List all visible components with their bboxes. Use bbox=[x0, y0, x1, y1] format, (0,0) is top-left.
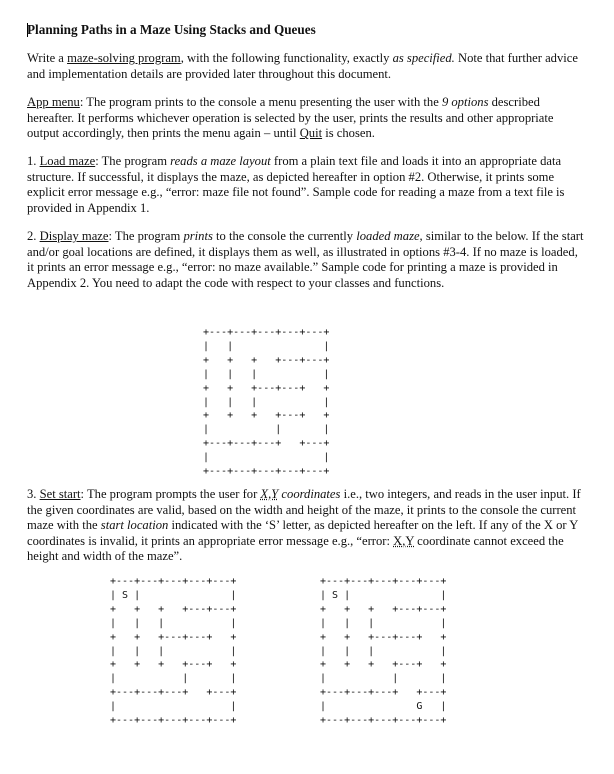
set-start-paragraph bbox=[27, 487, 585, 565]
set-start-text: i.e., two integers, and reads in the user input. If the given coordinates are valid, based on the width and height of the maze, it prints to the console the current maze with the bbox=[27, 487, 581, 533]
intro-text: Write a bbox=[27, 51, 68, 65]
start-location-emphasis: start location bbox=[100, 518, 169, 533]
app-menu-text: is chosen. bbox=[322, 126, 375, 141]
intro-emphasis: as specified. bbox=[392, 51, 455, 65]
maze-with-start-diagram: +---+---+---+---+---+ | S | | + + + +---+---+ | | | | + + +---+---+ + | | | | + + + +---+ + | | | +---+---+---+ +---+ | | +---+---+---+---+---+ bbox=[110, 576, 237, 727]
display-maze-text: : The program bbox=[108, 229, 184, 243]
display-maze-emphasis: loaded maze, bbox=[356, 229, 423, 243]
app-menu-emphasis: 9 options bbox=[441, 95, 489, 109]
maze-solving-program-link[interactable]: maze-solving program bbox=[67, 51, 181, 65]
intro-text: , with the following functionality, exactly bbox=[180, 51, 393, 65]
app-menu-text: described hereafter. It performs whichever operation is selected by the user, prints the results and other appropriate output accordingly, then prints the menu again – until bbox=[27, 95, 554, 141]
app-menu-heading: App menu bbox=[27, 95, 80, 109]
display-maze-paragraph bbox=[27, 229, 585, 291]
item-number: 2. bbox=[27, 229, 40, 243]
set-start-text: coordinate cannot exceed the height and width of the maze”. bbox=[27, 533, 564, 564]
display-maze-emphasis: prints bbox=[183, 229, 213, 243]
document-title: Planning Paths in a Maze Using Stacks and Queues bbox=[27, 22, 316, 37]
intro-paragraph bbox=[27, 51, 585, 82]
set-start-heading: Set start bbox=[39, 487, 81, 501]
item-number: 1. bbox=[27, 154, 40, 168]
app-menu-paragraph bbox=[27, 95, 585, 142]
app-menu-text: : The program prints to the console a menu presenting the user with the bbox=[79, 95, 442, 109]
load-maze-heading: Load maze bbox=[39, 154, 96, 168]
item-number: 3. bbox=[27, 487, 40, 501]
load-maze-text: from a plain text file and loads it into an appropriate data structure. If successful, it displays the maze, as depicted hereafter in option #2. Otherwise, it prints some explicit error message e.g., “error: maze file not found”. Sample code for reading a maze from a text file is provided in Appendix 1. bbox=[27, 154, 565, 215]
display-maze-heading: Display maze bbox=[39, 229, 109, 243]
set-start-emphasis: coordinates bbox=[278, 487, 341, 501]
load-maze-paragraph bbox=[27, 154, 585, 216]
load-maze-emphasis: reads a maze layout bbox=[170, 154, 271, 168]
load-maze-text: : The program bbox=[95, 154, 171, 168]
set-start-text: : The program prompts the user for bbox=[80, 487, 261, 501]
xy-coordinates: X,Y bbox=[393, 533, 415, 548]
display-maze-text: similar to the below. If the start and/or goal locations are defined, it displays them as well, as illustrated in options #3-4. If no maze is loaded, it prints an error message e.g., “error: no maze available.” Sample code for printing a maze is provided in Appendix 2. You need to adapt the code with respect to your classes and functions. bbox=[27, 229, 584, 290]
xy-coordinates: X,Y bbox=[260, 487, 279, 501]
intro-text: Note that further advice and implementation details are provided later throughout this document. bbox=[27, 51, 578, 81]
maze-with-start-goal-diagram: +---+---+---+---+---+ | S | | + + + +---+---+ | | | | + + +---+---+ + | | | | + + + +---+ + | | | +---+---+---+ +---+ | G | +---+---+---+---+---+ bbox=[320, 576, 447, 727]
maze-diagram: +---+---+---+---+---+ | | | + + + +---+---+ | | | | + + +---+---+ + | | | | + + + +---+ + | | | +---+---+---+ +---+ | | +---+---+---+---+---+ bbox=[203, 327, 330, 478]
set-start-text: indicated with the ‘S’ letter, as depicted hereafter on the left. If any of the X or Y coordinates is invalid, it prints an appropriate error message e.g., “error: bbox=[27, 518, 578, 548]
display-maze-text: to the console the currently bbox=[212, 229, 357, 243]
quit-link[interactable]: Quit bbox=[299, 126, 323, 141]
